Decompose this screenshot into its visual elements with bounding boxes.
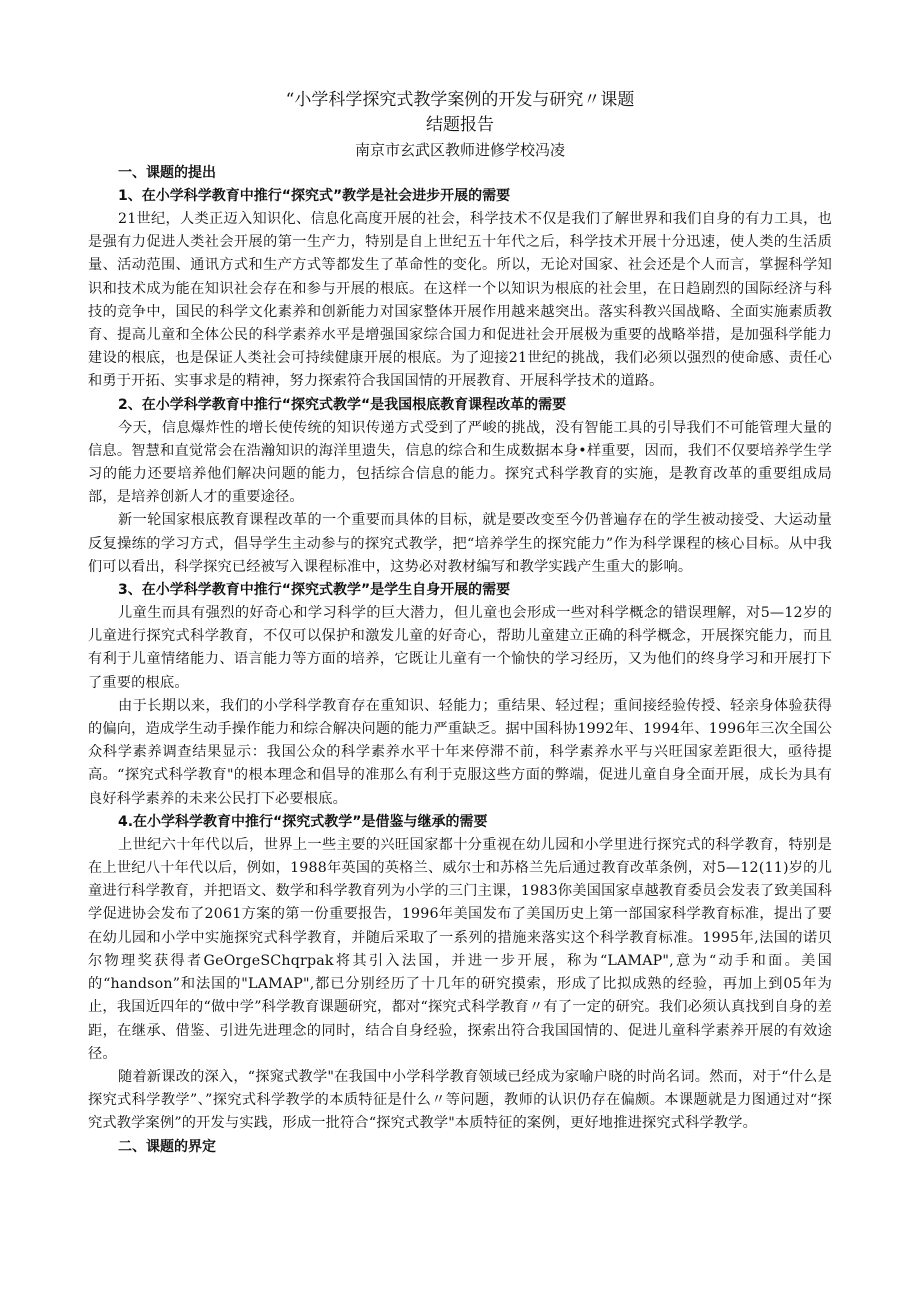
document-title-line1: “小学科学探究式教学案例的开发与研究〃课题	[285, 90, 635, 110]
section2-heading: 二、课题的界定	[118, 1138, 216, 1155]
subsection1-paragraph1: 21世纪，人类正迈入知识化、信息化高度开展的社会，科学技术不仅是我们了解世界和我们自身的有力工具，也是强有力促进人类社会开展的第一生产力，特别是自上世纪五十年代之后，科学技术开展十分迅速，使人类的生活质量、活动范围、通讯方式和生产方式等都发生了革命性的变化。所以，无论对国家、社会还是个人而言，掌握科学知识和技术成为能在知识社会存在和参与开展的根底。在这样一个以知识为根底的社会里，在日趋剧烈的国际经济与科技的竞争中，国民的科学文化素养和创新能力对国家整体开展作用越来越突出。落实科教兴国战略、全面实施素质教育、提高儿童和全体公民的科学素养水平是增强国家综合国力和促进社会开展极为重要的战略举措，是加强科学能力建设的根底，也是保证人类社会可持续健康开展的根底。为了迎接21世纪的挑战，我们必须以强烈的使命感、责任心和勇于开拓、实事求是的精神，努力探索符合我国国情的开展教育、开展科学技术的道路。	[88, 211, 832, 390]
subsection3-heading: 3、在小学科学教育中推行“探究式教学”是学生自身开展的需要	[118, 582, 511, 599]
subsection4-paragraph2: 随着新课改的深入，“探窕式教学"在我国中小学科学教育领域已经成为家喻户晓的时尚名词。然而，对于“什么是探究式科学教学”、”探究式科学教学的本质特征是什么〃等问题，教师的认识仍存在偏颇。本课题就是力图通过对“探究式教学案例”的开发与实践，形成一批符合“探究式教学"本质特征的案例，更好地推进探究式科学教学。	[88, 1068, 832, 1132]
subsection4-paragraph1: 上世纪六十年代以后，世界上一些主要的兴旺国家都十分重视在幼儿园和小学里进行探究式的科学教育，特别是在上世纪八十年代以后，例如，1988年英国的英格兰、威尔士和苏格兰先后通过教育改革条例，对5—12(11)岁的儿童进行科学教育，并把语文、数学和科学教育列为小学的三门主课，1983你美国国家卓越教育委员会发表了致美国科学促进协会发布了2061方案的第一份重要报告，1996年美国发布了美国历史上第一部国家科学教育标准，提出了要在幼儿园和小学中实施探究式科学教育，并随后采取了一系列的措施来落实这个科学教育标准。1995年,法国的诺贝尔物理奖获得者GeOrgeSChqrpak将其引入法国，并进一步开展，称为“LAMAP",意为“动手和面。美国的“handson”和法国的"LAMAP",都已分别经历了十几年的研究摸索，形成了比拟成熟的经验，再加上到05年为止，我国近四年的“做中学”科学教育课题研究，都对“探究式科学教育〃有了一定的研究。我们必须认真找到自身的差距，在继承、借鉴、引进先进理念的同时，结合自身经验，探索出符合我国国情的、促进儿童科学素养开展的有效途径。	[88, 836, 832, 1062]
subsection2-paragraph1: 今天，信息爆炸性的增长使传统的知识传递方式受到了严峻的挑战，没有智能工具的引导我们不可能管理大量的信息。智慧和直觉常会在浩瀚知识的海洋里遗失，信息的综合和生成数据本身•样重要，因而，我们不仅要培养学生学习的能力还要培养他们解决问题的能力，包括综合信息的能力。探究式科学教育的实施，是教育改革的重要组成局部，是培养创新人才的重要途径。	[88, 419, 832, 506]
subsection2-heading: 2、在小学科学教育中推行“探究式教学“是我国根底教育课程改革的需要	[118, 396, 567, 413]
section1-heading: 一、课题的提出	[118, 165, 216, 181]
subsection4-heading: 4.在小学科学教育中推行“探究式教学”是借鉴与继承的需要	[118, 813, 488, 830]
document-title-line2: 结题报告	[426, 115, 494, 135]
subsection2-paragraph2: 新一轮国家根底教育课程改革的一个重要而具体的目标，就是要改变至今仍普遍存在的学生被动接受、大运动量反复操练的学习方式，倡导学生主动参与的探究式教学，把“培养学生的探究能力”作为科学课程的核心目标。从中我们可以看出，科学探究已经被写入课程标准中，这势必对教材编写和教学实践产生重大的影响。	[88, 512, 832, 575]
subsection1-heading: 1、在小学科学教育中推行“探究式”教学是社会进步开展的需要	[118, 188, 511, 204]
subsection3-paragraph2: 由于长期以来，我们的小学科学教育存在重知识、轻能力；重结果、轻过程；重间接经验传授、轻亲身体验获得的偏向，造成学生动手操作能力和综合解决问题的能力严重缺乏。据中国科协1992年、1994年、1996年三次全国公众科学素养调查结果显示：我国公众的科学素养水平十年来停滞不前，科学素养水平与兴旺国家差距很大，亟待提高。“探究式科学教育"的根本理念和倡导的准那么有利于克服这些方面的弊端，促进儿童自身全面开展，成长为具有良好科学素养的未来公民打下必要根底。	[88, 697, 832, 807]
document-author: 南京市玄武区教师进修学校冯凌	[354, 141, 565, 159]
subsection3-paragraph1: 儿童生而具有强烈的好奇心和学习科学的巨大潜力，但儿童也会形成一些对科学概念的错误理解，对5—12岁的儿童进行探究式科学教育，不仅可以保护和激发儿童的好奇心，帮助儿童建立正确的科学概念，开展探究能力，而且有利于儿童情绪能力、语言能力等方面的培养，它既让儿童有一个愉快的学习经历，又为他们的终身学习和开展打下了重要的根底。	[88, 605, 832, 691]
